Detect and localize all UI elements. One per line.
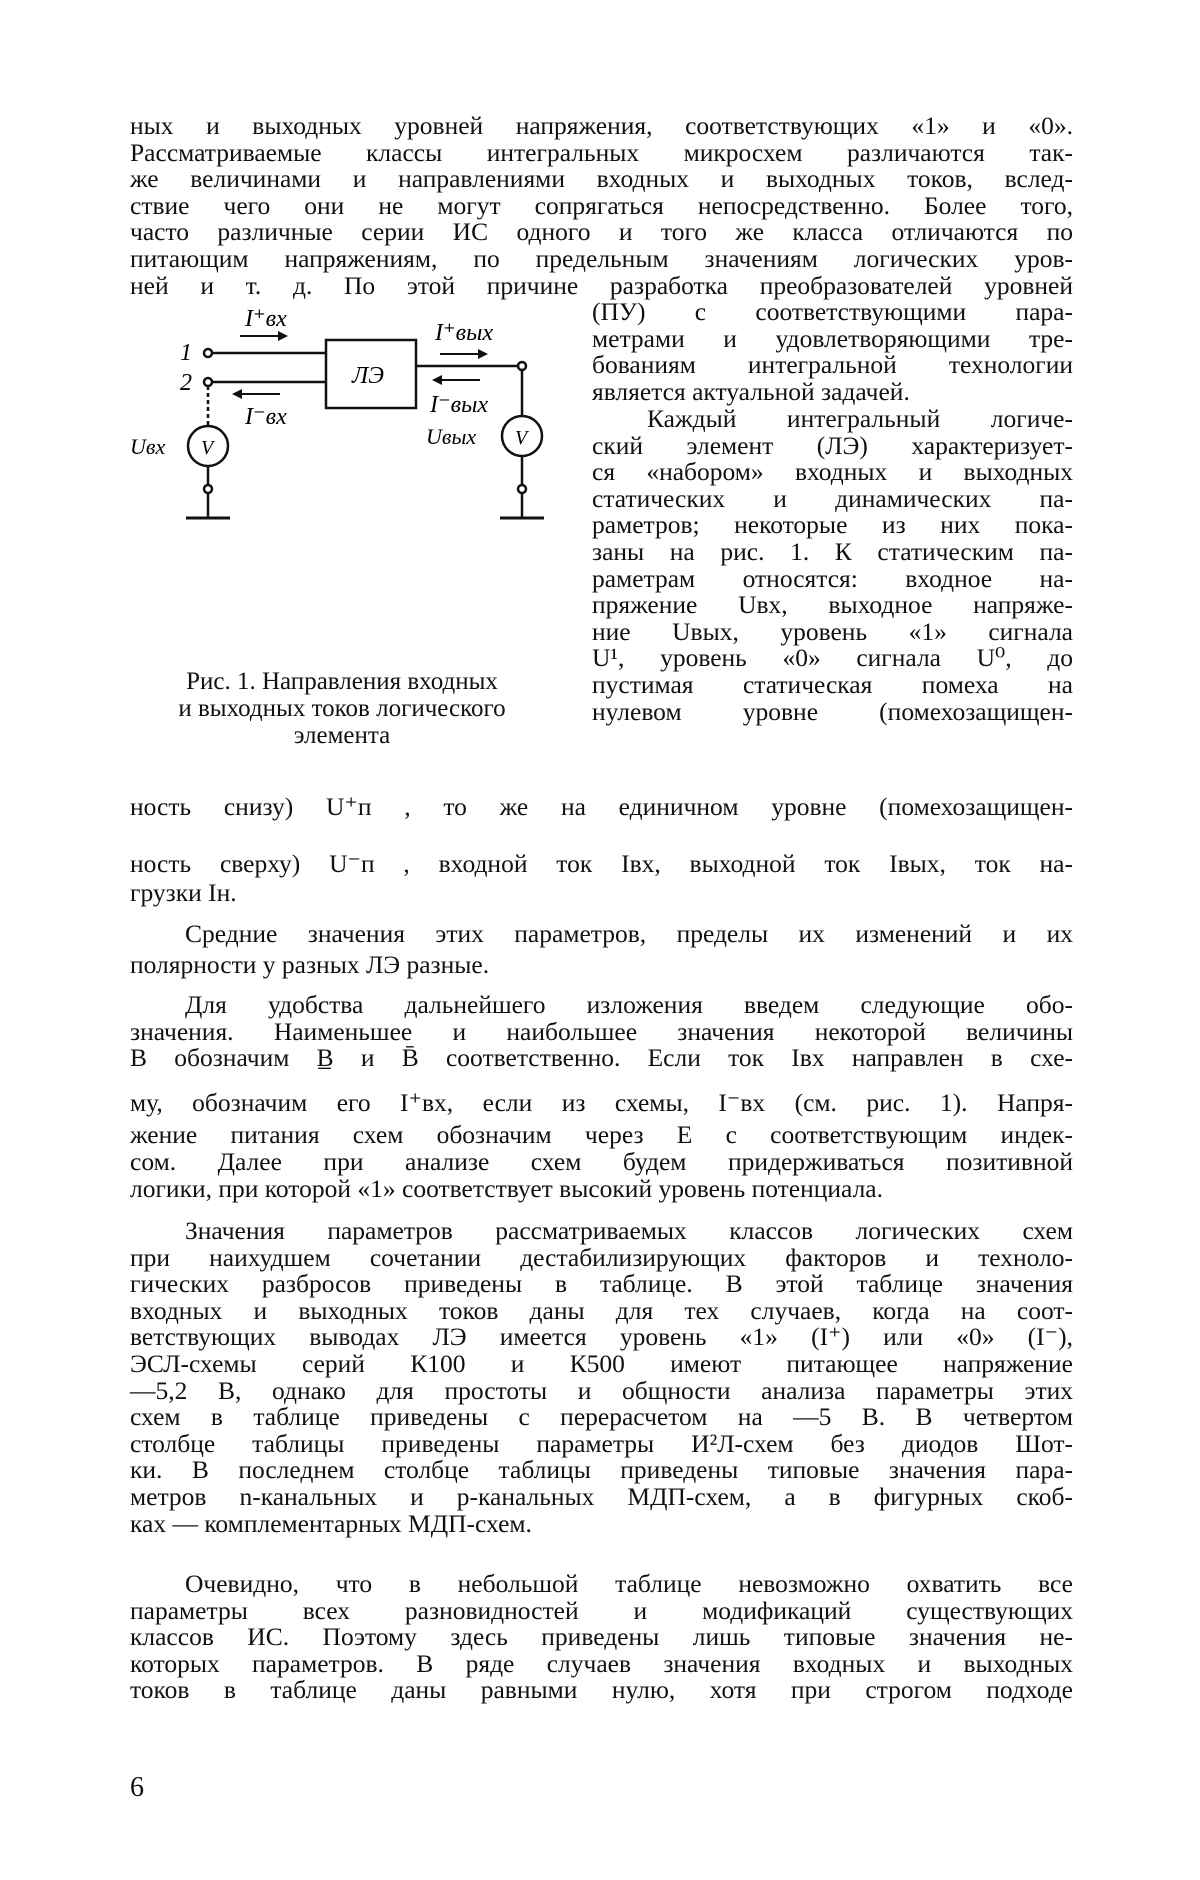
text-line: ствие чего они не могут сопрягаться непосредственно. Более того, (130, 190, 1073, 220)
text-line: Средние значения этих параметров, пределы их изменений и их (185, 919, 1073, 948)
text-line: раметров; некоторые из них пока- (592, 510, 1073, 540)
text-line: ках — комплементарных МДП-схем. (130, 1508, 532, 1538)
paragraph-1-right-column (592, 299, 1073, 405)
paragraph-6 (130, 1571, 1073, 1704)
arrow-right-icon (478, 349, 488, 359)
text-line: му, обозначим его I⁺вх, если из схемы, I⁻вх (см. рис. 1). Напря- (130, 1087, 1073, 1117)
text-line: (ПУ) с соответствующими пара- (592, 297, 1073, 326)
arrow-left-icon (432, 375, 442, 385)
paragraph-2-right-column (592, 406, 1073, 725)
text-line: бованиям интегральной технологии (592, 350, 1073, 380)
text-line: при наихудшем сочетании дестабилизирующих факторов и техноло- (130, 1242, 1073, 1272)
caption-line: и выходных токов логического (178, 695, 506, 722)
figure-caption (122, 668, 562, 749)
text-line: U¹, уровень «0» сигнала U⁰, до (592, 643, 1073, 673)
caption-line: Рис. 1. Направления входных (186, 668, 498, 695)
text-line: токов в таблице даны равными нулю, хотя при строгом подходе (130, 1675, 1073, 1705)
text-line: параметры всех разновидностей и модификаций существующих (130, 1595, 1073, 1625)
figure-circuit-diagram (130, 290, 570, 620)
logic-element-label: ЛЭ (352, 363, 384, 389)
text-line: ки. В последнем столбце таблицы приведены типовые значения пара- (130, 1455, 1073, 1485)
pin-1-label: 1 (180, 340, 192, 366)
text-line: метров n-канальных и p-канальных МДП-схем, а в фигурных скоб- (130, 1481, 1073, 1511)
text-line: грузки Iн. (130, 878, 237, 907)
paragraph-4 (130, 992, 1073, 1202)
text-line: ский элемент (ЛЭ) характеризует- (592, 430, 1073, 460)
terminal-1 (204, 349, 212, 357)
arrow-right-icon (278, 331, 288, 341)
input-current-minus-label: I⁻вх (245, 404, 287, 430)
text-line: —5,2 В, однако для простоты и общности анализа параметры этих (130, 1375, 1073, 1405)
text-line: ней и т. д. По этой причине разработка преобразователей уровней (130, 270, 1073, 300)
text-line: ся «набором» входных и выходных (592, 457, 1073, 487)
text-line: ность снизу) U⁺п , то же на единичном уровне (помехозащищен- (130, 792, 1073, 821)
text-line: полярности у разных ЛЭ разные. (130, 949, 490, 979)
text-line: ветствующих выводах ЛЭ имеется уровень «1» (I⁺) или «0» (I⁻), (130, 1322, 1073, 1352)
text-line: пряжение Uвх, выходное напряже- (592, 590, 1073, 620)
text-line: логики, при которой «1» соответствует высокий уровень потенциала. (130, 1173, 883, 1203)
paragraph-5 (130, 1218, 1073, 1537)
text-line: статических и динамических па- (592, 483, 1073, 513)
text-line: классов ИС. Поэтому здесь приведены лишь типовые значения не- (130, 1622, 1073, 1652)
text-line: гических разбросов приведены в таблице. В этой таблице значения (130, 1269, 1073, 1299)
text-line: же величинами и направлениями входных и выходных токов, вслед- (130, 164, 1073, 194)
voltmeter-symbol: V (201, 437, 214, 459)
output-current-minus-label: I⁻вых (430, 392, 488, 418)
caption-line: элемента (293, 722, 391, 749)
text-line: Значения параметров рассматриваемых классов логических схем (185, 1216, 1073, 1245)
text-line: часто различные серии ИС одного и того же класса отличаются по (130, 217, 1073, 247)
output-current-plus-label: I⁺вых (435, 320, 493, 346)
text-line: входных и выходных токов даны для тех случаев, когда на соот- (130, 1295, 1073, 1325)
arrow-left-icon (232, 389, 242, 399)
input-current-plus-label: I⁺вх (245, 306, 287, 332)
output-voltage-label: Uвых (426, 424, 477, 449)
paragraph-1 (130, 113, 1073, 299)
text-line: столбце таблицы приведены параметры И²Л-схем без диодов Шот- (130, 1428, 1073, 1458)
input-voltage-label: Uвх (130, 434, 166, 459)
text-line: ние Uвых, уровень «1» сигнала (592, 616, 1073, 646)
text-line: ность сверху) U⁻п , входной ток Iвх, выходной ток Iвых, ток на- (130, 849, 1073, 878)
text-line: Для удобства дальнейшего изложения введем следующие обо- (185, 990, 1073, 1019)
text-line: Каждый интегральный логиче- (647, 404, 1073, 433)
text-line: питающим напряжениям, по предельным значениям логических уров- (130, 243, 1073, 273)
page-number: 6 (130, 1772, 144, 1803)
voltmeter-symbol: V (515, 427, 528, 449)
text-line: ных и выходных уровней напряжения, соответствующих «1» и «0». (130, 111, 1073, 140)
output-terminal (518, 362, 526, 370)
text-line: пустимая статическая помеха на (592, 669, 1073, 699)
text-line: является актуальной задачей. (592, 376, 910, 406)
terminal-2 (204, 378, 212, 386)
text-line: нулевом уровне (помехозащищен- (592, 696, 1073, 726)
text-line: B обозначим B̲ и B̄ соответственно. Если ток Iвх направлен в схе- (130, 1043, 1073, 1073)
text-line: Очевидно, что в небольшой таблице невозможно охватить все (185, 1569, 1073, 1598)
text-line: раметрам относятся: входное на- (592, 563, 1073, 593)
pin-2-label: 2 (180, 370, 192, 396)
text-line: метрами и удовлетворяющими тре- (592, 323, 1073, 353)
text-line: сом. Далее при анализе схем будем придерживаться позитивной (130, 1146, 1073, 1176)
text-line: схем в таблице приведены с перерасчетом на —5 В. В четвертом (130, 1402, 1073, 1432)
text-line: значения. Наименьшее и наибольшее значения некоторой величины (130, 1016, 1073, 1046)
text-line: ЭСЛ-схемы серий К100 и К500 имеют питающее напряжение (130, 1348, 1073, 1378)
text-line: Рассматриваемые классы интегральных микросхем различаются так- (130, 137, 1073, 167)
text-line: заны на рис. 1. К статическим па- (592, 536, 1073, 566)
text-line: которых параметров. В ряде случаев значения входных и выходных (130, 1648, 1073, 1678)
text-line: жение питания схем обозначим через E с соответствующим индек- (130, 1120, 1073, 1150)
paragraph-3 (130, 921, 1073, 978)
